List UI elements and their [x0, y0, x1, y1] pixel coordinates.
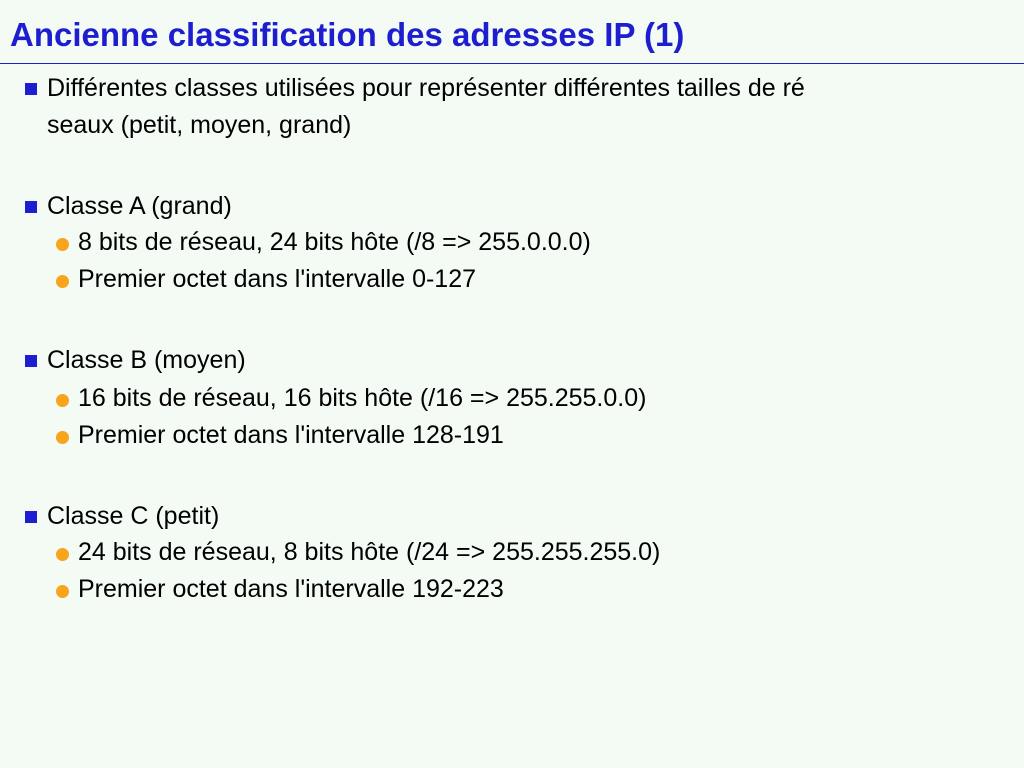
- round-bullet-icon: [56, 585, 69, 598]
- class-a-range: [78, 261, 476, 298]
- round-bullet-icon: [56, 275, 69, 288]
- class-c-bits: [78, 534, 660, 571]
- class-a-bits: [78, 224, 591, 261]
- class-b-range: [78, 417, 504, 454]
- class-c-bits-text: 24 bits de réseau, 8 bits hôte (/24 => 255.255.255.0): [78, 538, 661, 566]
- class-b-heading-text: Classe B (moyen): [47, 346, 246, 374]
- class-b-heading: [47, 342, 977, 379]
- class-a-range-text: Premier octet dans l'intervalle 0-127: [78, 265, 477, 293]
- intro-bullet-continuation: [47, 107, 977, 144]
- class-b-bits: [78, 380, 646, 417]
- square-bullet-icon: [25, 511, 37, 523]
- class-b-range-text: Premier octet dans l'intervalle 128-191: [78, 421, 504, 449]
- square-bullet-icon: [25, 83, 37, 95]
- class-c-range: [78, 571, 504, 608]
- class-a-heading-text: Classe A (grand): [47, 192, 232, 220]
- class-a-heading: [47, 188, 977, 225]
- square-bullet-icon: [25, 201, 37, 213]
- round-bullet-icon: [56, 394, 69, 407]
- round-bullet-icon: [56, 238, 69, 251]
- intro-text-line2: seaux (petit, moyen, grand): [47, 111, 352, 139]
- class-b-bits-text: 16 bits de réseau, 16 bits hôte (/16 => 255.255.0.0): [78, 384, 647, 412]
- slide-title: Ancienne classification des adresses IP (1): [10, 16, 685, 53]
- round-bullet-icon: [56, 431, 69, 444]
- square-bullet-icon: [25, 355, 37, 367]
- class-c-heading-text: Classe C (petit): [47, 502, 220, 530]
- class-a-bits-text: 8 bits de réseau, 24 bits hôte (/8 => 255.0.0.0): [78, 228, 591, 256]
- class-c-range-text: Premier octet dans l'intervalle 192-223: [78, 575, 504, 603]
- class-c-heading: [47, 498, 977, 535]
- intro-text-line1: Différentes classes utilisées pour représenter différentes tailles de ré: [47, 74, 805, 102]
- intro-bullet: [47, 70, 977, 107]
- round-bullet-icon: [56, 548, 69, 561]
